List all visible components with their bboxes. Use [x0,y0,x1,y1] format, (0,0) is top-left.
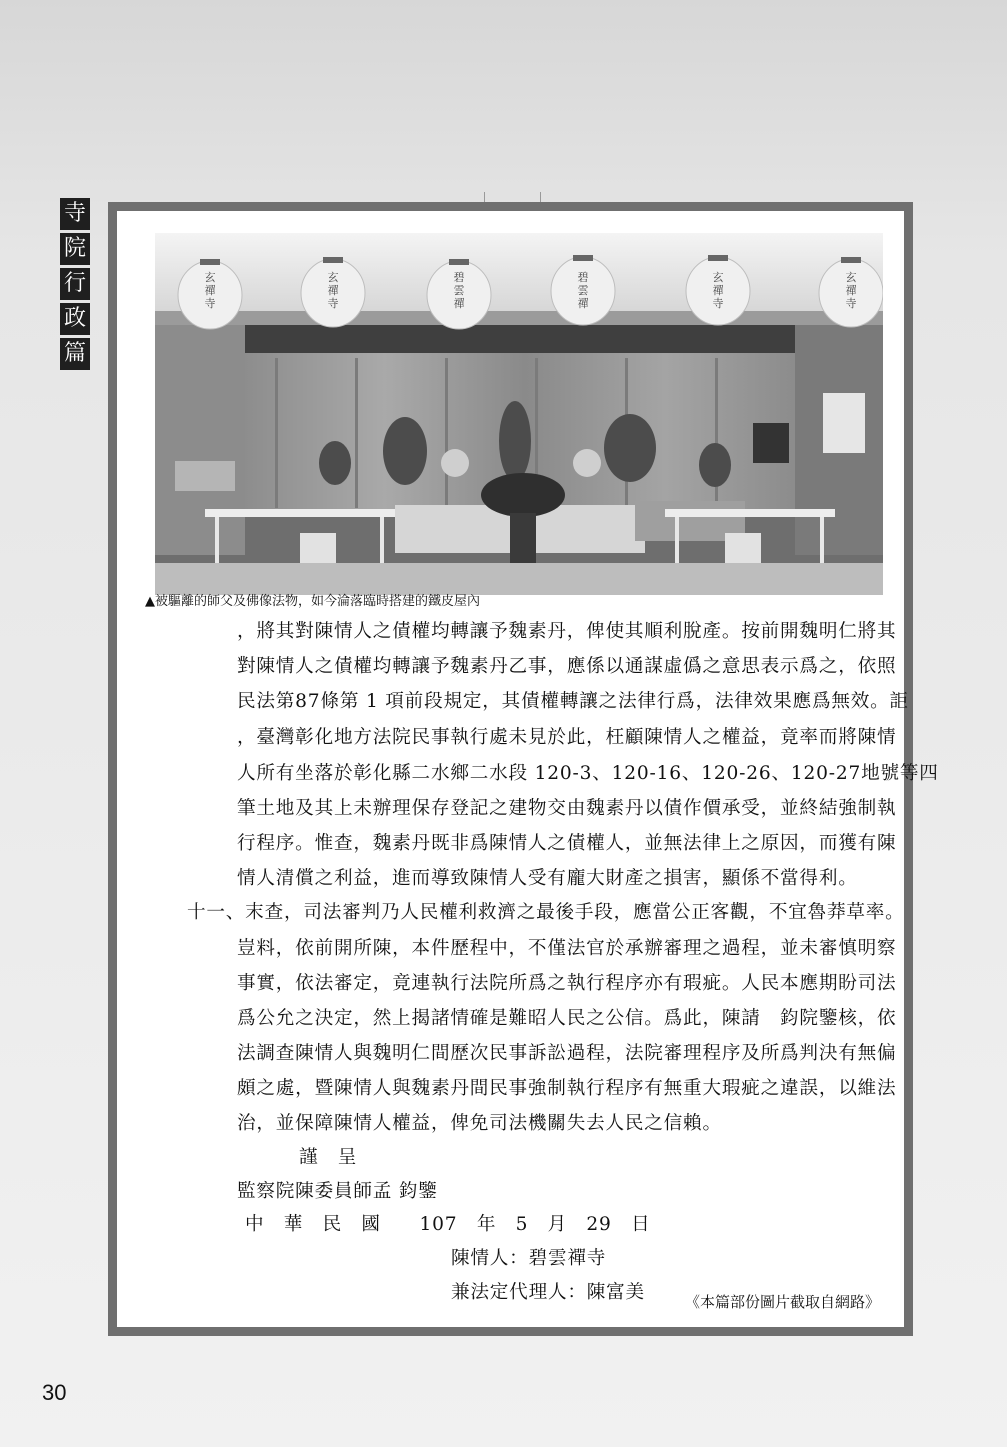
section-tab [60,198,92,373]
section-tab-char: 寺 [60,198,90,230]
temple-photo [155,233,883,595]
paragraph-line: 法調查陳情人與魏明仁間歷次民事訴訟過程，法院審理程序及所爲判決有無偏 [237,1043,897,1064]
paragraph-line: 豈料，依前開所陳，本件歷程中，不僅法官於承辦審理之過程，並未審慎明察 [237,938,897,959]
closing-petitioner: 陳情人：碧雲禪寺 [451,1248,607,1269]
closing-date: 中 華 民 國 107 年 5 月 29 日 [245,1214,651,1235]
paragraph-line: 爲公允之決定，然上揭諸情確是難昭人民之公信。爲此，陳請 鈞院鑒核，依 [237,1008,897,1029]
section-tab-char: 院 [60,233,90,265]
content-frame [108,202,939,1336]
closing-respect: 謹 呈 [299,1147,358,1168]
section-tab-char: 行 [60,268,90,300]
paragraph-line: 事實，依法審定，竟連執行法院所爲之執行程序亦有瑕疵。人民本應期盼司法 [237,973,897,994]
paragraph-line: 民法第87條第 1 項前段規定，其債權轉讓之法律行爲，法律效果應爲無效。詎 [237,691,909,712]
paragraph-line: 行程序。惟查，魏素丹既非爲陳情人之債權人，並無法律上之原因，而獲有陳 [237,833,897,854]
lantern-label: 玄禪寺 [204,271,216,310]
paragraph-line: 筆土地及其上未辦理保存登記之建物交由魏素丹以債作價承受，並終結強制執 [237,798,897,819]
content-panel [117,211,939,1327]
paragraph-line: 對陳情人之債權均轉讓予魏素丹乙事，應係以通謀虛僞之意思表示爲之，依照 [237,656,897,677]
closing-recipient: 監察院陳委員師孟 鈞鑒 [237,1181,438,1202]
section-tab-char: 篇 [60,338,90,370]
image-source-note: 《本篇部份圖片截取自網路》 [684,1293,880,1311]
paragraph-line: 頗之處，暨陳情人與魏素丹間民事強制執行程序有無重大瑕疵之違誤，以維法 [237,1078,897,1099]
section-eleven-heading-line: 十一、末查，司法審判乃人民權利救濟之最後手段，應當公正客觀，不宜魯莽草率。 [187,902,905,923]
temple-photo-illustration [155,233,883,595]
paragraph-line: 人所有坐落於彰化縣二水鄉二水段 120-3、120-16、120-26、120-27地號等四 [237,763,939,784]
lantern-label: 碧雲禪 [577,271,589,310]
page-number: 30 [42,1380,67,1405]
paragraph-line: 情人清償之利益，進而導致陳情人受有龐大財產之損害，顯係不當得利。 [237,868,858,889]
paragraph-line: ，臺灣彰化地方法院民事執行處未見於此，枉顧陳情人之權益，竟率而將陳情 [237,727,897,748]
lantern-label: 碧雲禪 [453,271,465,310]
lantern-label: 玄禪寺 [327,271,339,310]
paragraph-line: ，將其對陳情人之債權均轉讓予魏素丹，俾使其順利脫產。按前開魏明仁將其 [237,621,897,642]
closing-agent: 兼法定代理人：陳富美 [451,1282,645,1303]
section-tab-char: 政 [60,303,90,335]
paragraph-line: 治，並保障陳情人權益，俾免司法機關失去人民之信賴。 [237,1113,722,1134]
photo-caption: ▲被驅離的師父及佛像法物，如今淪落臨時搭建的鐵皮屋內 [145,594,480,609]
lantern-label: 玄禪寺 [845,271,857,310]
lantern-label: 玄禪寺 [712,271,724,310]
